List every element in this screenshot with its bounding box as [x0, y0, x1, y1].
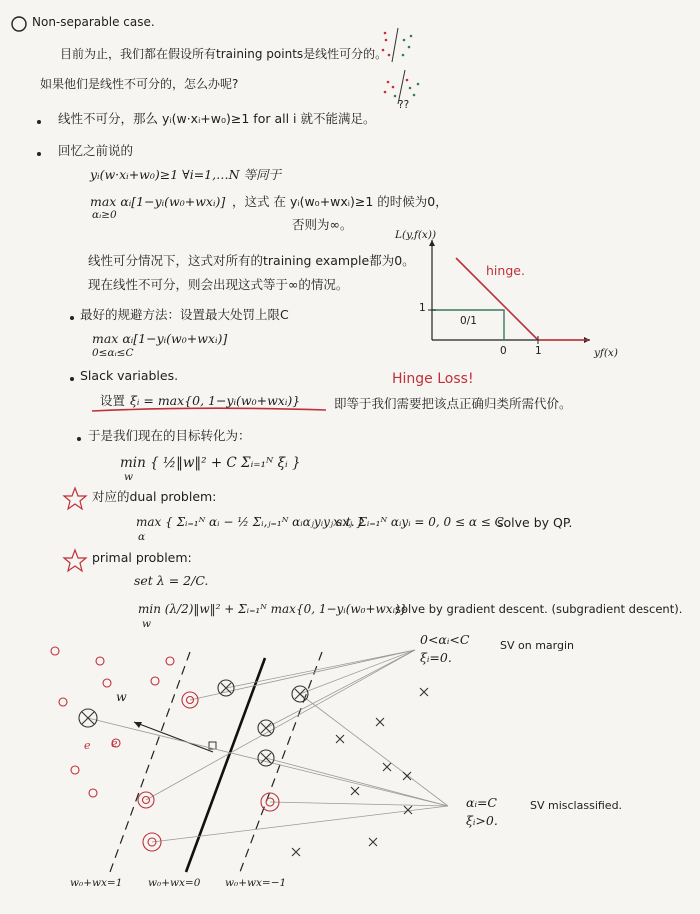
penalty-subscript: 0≤αᵢ≤C [92, 347, 134, 359]
decision-boundary [186, 658, 265, 872]
slack-prefix: 设置 [100, 393, 126, 408]
section-heading: Non-separable case. [32, 15, 155, 29]
sv-margin-description: SV on margin [500, 639, 574, 652]
margin-label-negative: w₀+wx=−1 [225, 877, 287, 889]
boundary-label: w₀+wx=0 [148, 877, 201, 889]
sv-misclassified-condition: αᵢ=C [466, 795, 497, 810]
margin-label-positive: w₀+wx=1 [70, 877, 123, 889]
star-icon [64, 550, 86, 571]
intro-line-2: 如果他们是线性不可分的，怎么办呢? [40, 77, 239, 91]
primal-lambda: set λ = 2/C. [134, 573, 209, 588]
sv-misclassified-description: SV misclassified. [530, 799, 623, 812]
hinge-tick-x1: 1 [535, 345, 542, 357]
max-alpha-note: ，这式 在 yᵢ(w₀+wxᵢ)≥1 的时候为0， [232, 194, 448, 209]
bullet [70, 316, 74, 320]
penalty-equation: max αᵢ[1−yᵢ(w₀+wxᵢ)] [92, 331, 228, 346]
primal-subscript: w [142, 618, 151, 630]
slack-equation: ξᵢ = max{0, 1−yᵢ(w₀+wxᵢ)} [130, 393, 301, 408]
slack-title: Slack variables. [80, 368, 179, 383]
hinge-tick-y1: 1 [419, 302, 426, 314]
infinity-note: 否则为∞。 [292, 217, 353, 232]
dual-solve-note: solve by QP. [497, 515, 573, 530]
recall-title: 回忆之前说的 [58, 143, 134, 158]
w-vector [134, 722, 213, 752]
sv-margin-condition: 0<αᵢ<C [420, 632, 470, 647]
svg-text:e: e [84, 739, 91, 752]
objective-subscript: w [124, 471, 133, 483]
separable-note: 线性可分情况下，这式对所有的training example都为0。 [88, 253, 415, 268]
primal-equation: min (λ/2)‖w‖² + Σᵢ₌₁ᴺ max{0, 1−yᵢ(w₀+wxᵢ)} [138, 602, 408, 616]
dual-constraint: s.t. Σᵢ₌₁ᴺ αᵢyᵢ = 0, 0 ≤ α ≤ C. [336, 515, 508, 529]
non-separable-note: 现在线性不可分，则会出现这式等于∞的情况。 [88, 277, 349, 292]
question-marks: ?? [398, 99, 410, 111]
bullet [37, 152, 41, 156]
zero-one-label: 0/1 [460, 315, 477, 327]
svm-diagram [51, 647, 448, 872]
max-alpha-equation: max αᵢ[1−yᵢ(w₀+wxᵢ)] [90, 194, 226, 209]
primal-title: primal problem: [92, 550, 192, 565]
sv-margin-xi: ξᵢ=0. [420, 650, 452, 665]
bullet [37, 120, 41, 124]
slack-note: 即等于我们需要把该点正确归类所需代价。 [334, 396, 572, 411]
max-alpha-subscript: αᵢ≥0 [92, 209, 117, 221]
bullet [77, 437, 81, 441]
intro-line-1: 目前为止，我们都在假设所有training points是线性可分的。 [60, 47, 388, 61]
sv-misclassified-xi: ξᵢ>0. [466, 813, 498, 828]
constraint-equation: yᵢ(w·xᵢ+w₀)≥1 ∀i=1,…N 等同于 [90, 167, 282, 182]
star-icon [64, 488, 86, 509]
svg-text:e: e [111, 737, 118, 750]
dual-title: 对应的dual problem: [92, 489, 217, 504]
hinge-loss-caption: Hinge Loss! [392, 371, 474, 387]
dual-equation: max { Σᵢ₌₁ᴺ αᵢ − ½ Σᵢ,ⱼ₌₁ᴺ αᵢαⱼyᵢyⱼxᵢxⱼ } [136, 515, 364, 529]
heading-circle-icon [12, 17, 26, 31]
hinge-plot [428, 240, 590, 344]
hinge-tick-x0: 0 [500, 345, 507, 357]
primal-solve-note: solve by gradient descent. (subgradient descent). [395, 602, 683, 616]
objective-title: 于是我们现在的目标转化为： [88, 428, 251, 443]
dual-subscript: α [138, 531, 146, 543]
hinge-curve-label: hinge. [486, 263, 525, 278]
non-separable-statement: 线性不可分，那么 yᵢ(w·xᵢ+w₀)≥1 for all i 就不能满足。 [58, 111, 376, 126]
slack-underline [92, 408, 326, 411]
bullet [70, 377, 74, 381]
hinge-xlabel: yf(x) [594, 347, 618, 359]
hinge-ylabel: L(y,f(x)) [395, 229, 437, 241]
w-vector-label: w [116, 689, 127, 704]
penalty-title: 最好的规避方法：设置最大处罚上限C [80, 307, 289, 322]
objective-equation: min { ½‖w‖² + C Σᵢ₌₁ᴺ ξᵢ } [120, 455, 301, 471]
